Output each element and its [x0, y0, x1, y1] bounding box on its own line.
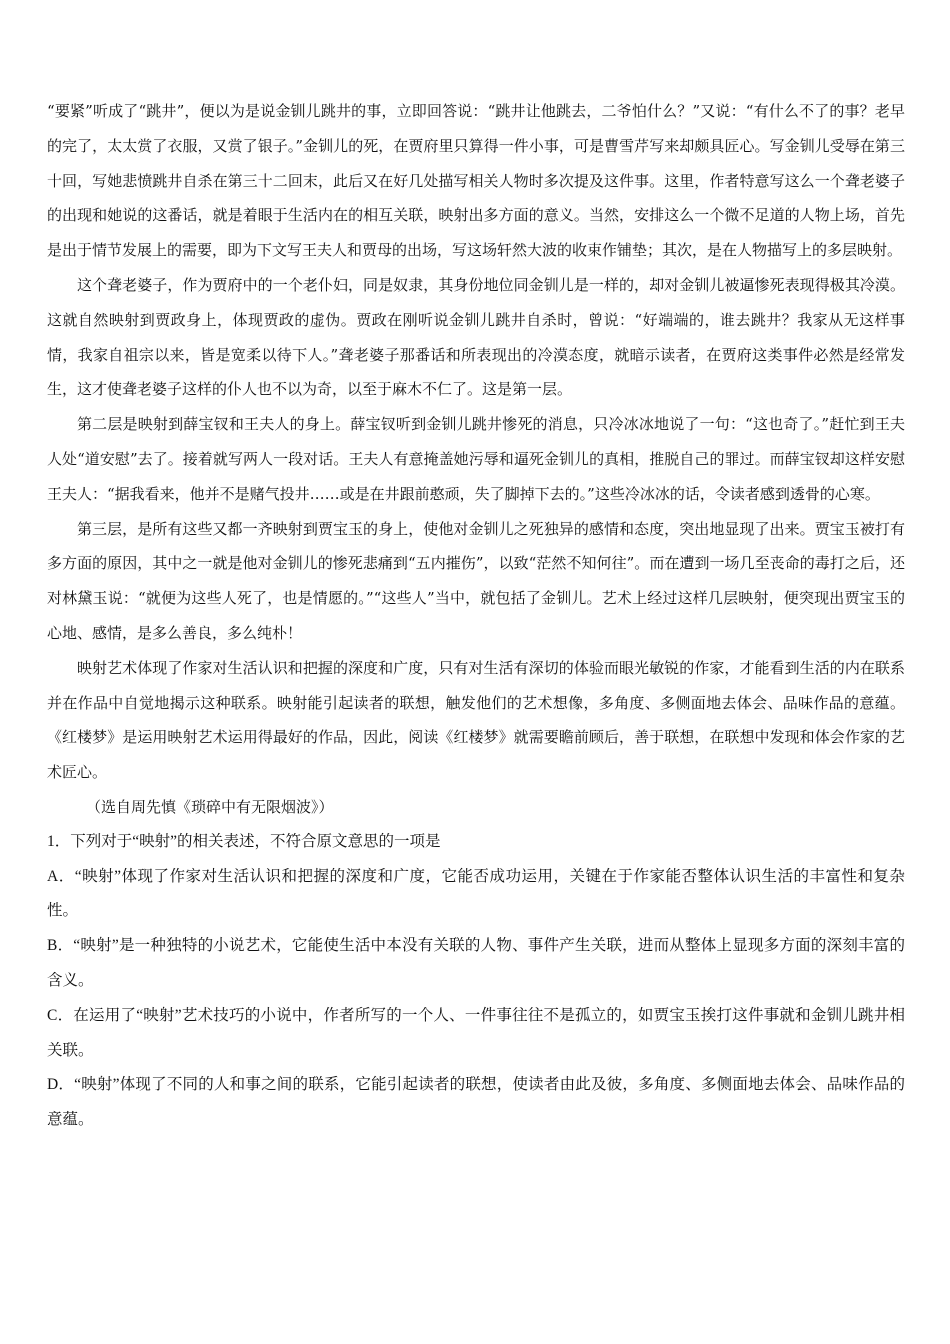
document-page: [47, 94, 905, 1138]
passage-source: （选自周先慎《琐碎中有无限烟波》）: [86, 797, 334, 816]
passage-paragraph-2: 这个聋老婆子，作为贾府中的一个老仆妇，同是奴隶，其身份地位同金钏儿是一样的，却对金钏儿被逼惨死表现得极其冷漠。这就自然映射到贾政身上，体现贾政的虚伪。贾政在刚听说金钏儿跳井自杀时，曾说：“好端端的，谁去跳井？我家从无这样事情，我家自祖宗以来，皆是宽柔以待下人。”聋老婆子那番话和所表现出的冷漠态度，就暗示读者，在贾府这类事件必然是经常发生，这才使聋老婆子这样的仆人也不以为奇，以至于麻木不仁了。这是第一层。: [47, 275, 905, 399]
option-d: D．“映射”体现了不同的人和事之间的联系，它能引起读者的联想，使读者由此及彼，多角度、多侧面地去体会、品味作品的意蕴。: [47, 1076, 905, 1129]
question-stem: 1．下列对于“映射”的相关表述，不符合原文意思的一项是: [47, 832, 441, 850]
option-b: B．“映射”是一种独特的小说艺术，它能使生活中本没有关联的人物、事件产生关联，进而从整体上显现多方面的深刻丰富的含义。: [47, 937, 905, 989]
option-a: A．“映射”体现了作家对生活认识和把握的深度和广度，它能否成功运用，关键在于作家能否整体认识生活的丰富性和复杂性。: [47, 867, 905, 920]
passage-paragraph-5: 映射艺术体现了作家对生活认识和把握的深度和广度，只有对生活有深切的体验而眼光敏锐的作家，才能看到生活的内在联系并在作品中自觉地揭示这种联系。映射能引起读者的联想，触发他们的艺术想像，多角度、多侧面地去体会、品味作品的意蕴。《红楼梦》是运用映射艺术运用得最好的作品，因此，阅读《红楼梦》就需要瞻前顾后，善于联想，在联想中发现和体会作家的艺术匠心。: [47, 658, 905, 782]
option-c: C．在运用了“映射”艺术技巧的小说中，作者所写的一个人、一件事往往不是孤立的，如贾宝玉挨打这件事就和金钏儿跳井相关联。: [47, 1006, 905, 1059]
passage-paragraph-3: 第二层是映射到薛宝钗和王夫人的身上。薛宝钗听到金钏儿跳井惨死的消息，只冷冰冰地说了一句：“这也奇了。”赶忙到王夫人处“道安慰”去了。接着就写两人一段对话。王夫人有意掩盖她污辱和逼死金钏儿的真相，推脱自己的罪过。而薛宝钗却这样安慰王夫人：“据我看来，他并不是赌气投井……或是在井跟前憨顽，失了脚掉下去的。”这些冷冰冰的话，令读者感到透骨的心寒。: [47, 415, 905, 503]
passage-paragraph-4: 第三层，是所有这些又都一齐映射到贾宝玉的身上，使他对金钏儿之死独异的感情和态度，突出地显现了出来。贾宝玉被打有多方面的原因，其中之一就是他对金钏儿的惨死悲痛到“五内摧伤”，以致“茫然不知何往”。而在遭到一场几至丧命的毒打之后，还对林黛玉说：“就便为这些人死了，也是情愿的。”“这些人”当中，就包括了金钏儿。艺术上经过这样几层映射，便突现出贾宝玉的心地、感情，是多么善良，多么纯朴！: [47, 519, 905, 642]
passage-paragraph-1: “要紧”听成了“跳井”，便以为是说金钏儿跳井的事，立即回答说：“跳井让他跳去，二爷怕什么？”又说：“有什么不了的事？老早的完了，太太赏了衣服，又赏了银子。”金钏儿的死，在贾府里只算得一件小事，可是曹雪芹写来却颇具匠心。写金钏儿受辱在第三十回，写她悲愤跳井自杀在第三十二回末，此后又在好几处描写相关人物时多次提及这件事。这里，作者特意写这么一个聋老婆子的出现和她说的这番话，就是着眼于生活内在的相互关联，映射出多方面的意义。当然，安排这么一个微不足道的人物上场，首先是出于情节发展上的需要，即为下文写王夫人和贾母的出场，写这场轩然大波的收束作铺垫；其次，是在人物描写上的多层映射。: [47, 102, 905, 260]
